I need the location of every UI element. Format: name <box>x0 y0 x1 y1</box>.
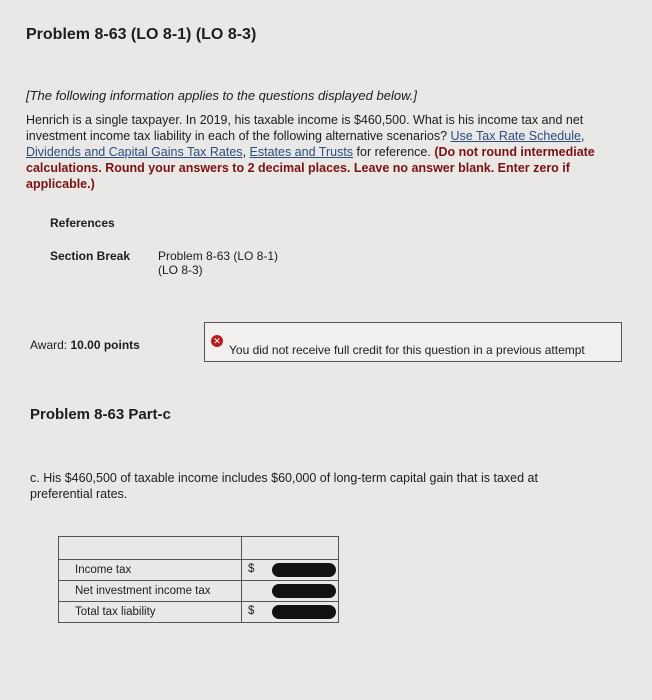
niit-input[interactable] <box>242 581 339 602</box>
row-label: Net investment income tax <box>59 581 242 602</box>
instructions: (Do not round intermediate calculations. Round your answers to 2 decimal places. Leave no answer blank. Enter zero if applicable.) <box>26 145 595 191</box>
row-label: Income tax <box>59 560 242 581</box>
answer-table <box>58 536 339 623</box>
award-label: Award: <box>30 338 71 352</box>
section-break-value: Problem 8-63 (LO 8-1) (LO 8-3) <box>158 249 279 277</box>
estates-trusts-link[interactable]: Estates and Trusts <box>249 145 354 159</box>
problem-description <box>26 112 636 192</box>
dividends-capital-gains-link[interactable]: Dividends and Capital Gains Tax Rates <box>26 145 243 159</box>
references-button[interactable]: References <box>50 216 115 230</box>
page-title: Problem 8-63 (LO 8-1) (LO 8-3) <box>26 26 257 43</box>
redacted-value <box>272 563 336 577</box>
sep: , <box>242 145 250 159</box>
table-row <box>59 560 339 581</box>
text: for reference. <box>353 145 435 159</box>
table-row <box>59 581 339 602</box>
income-tax-input[interactable] <box>242 560 339 581</box>
table-header-row <box>59 537 339 560</box>
intro-note: [The following information applies to the questions displayed below.] <box>26 88 417 103</box>
header-cell <box>242 537 339 560</box>
table-row <box>59 602 339 623</box>
redacted-value <box>272 605 336 619</box>
tax-rate-schedule-link[interactable]: Use Tax Rate Schedule <box>450 129 581 143</box>
question-text: c. His $460,500 of taxable income includes $60,000 of long-term capital gain that is taxed at preferential rates. <box>30 471 538 501</box>
text: Henrich is a single taxpayer. In 2019, his taxable income is $460,500. What is his income tax and net investment income tax liability in each of the following alternative scenarios? <box>26 113 584 143</box>
part-title: Problem 8-63 Part-c <box>30 406 171 423</box>
section-break-label: Section Break <box>50 249 131 263</box>
total-tax-input[interactable] <box>242 602 339 623</box>
row-label: Total tax liability <box>59 602 242 623</box>
error-icon: ✕ <box>211 335 223 347</box>
currency: $ <box>248 605 255 617</box>
award-points: 10.00 points <box>70 338 140 352</box>
notice-text: You did not receive full credit for this question in a previous attempt <box>229 343 585 357</box>
sep: , <box>580 129 585 143</box>
currency: $ <box>248 563 255 575</box>
credit-notice <box>204 322 622 362</box>
award <box>30 338 140 352</box>
header-cell <box>59 537 242 560</box>
redacted-value <box>272 584 336 598</box>
